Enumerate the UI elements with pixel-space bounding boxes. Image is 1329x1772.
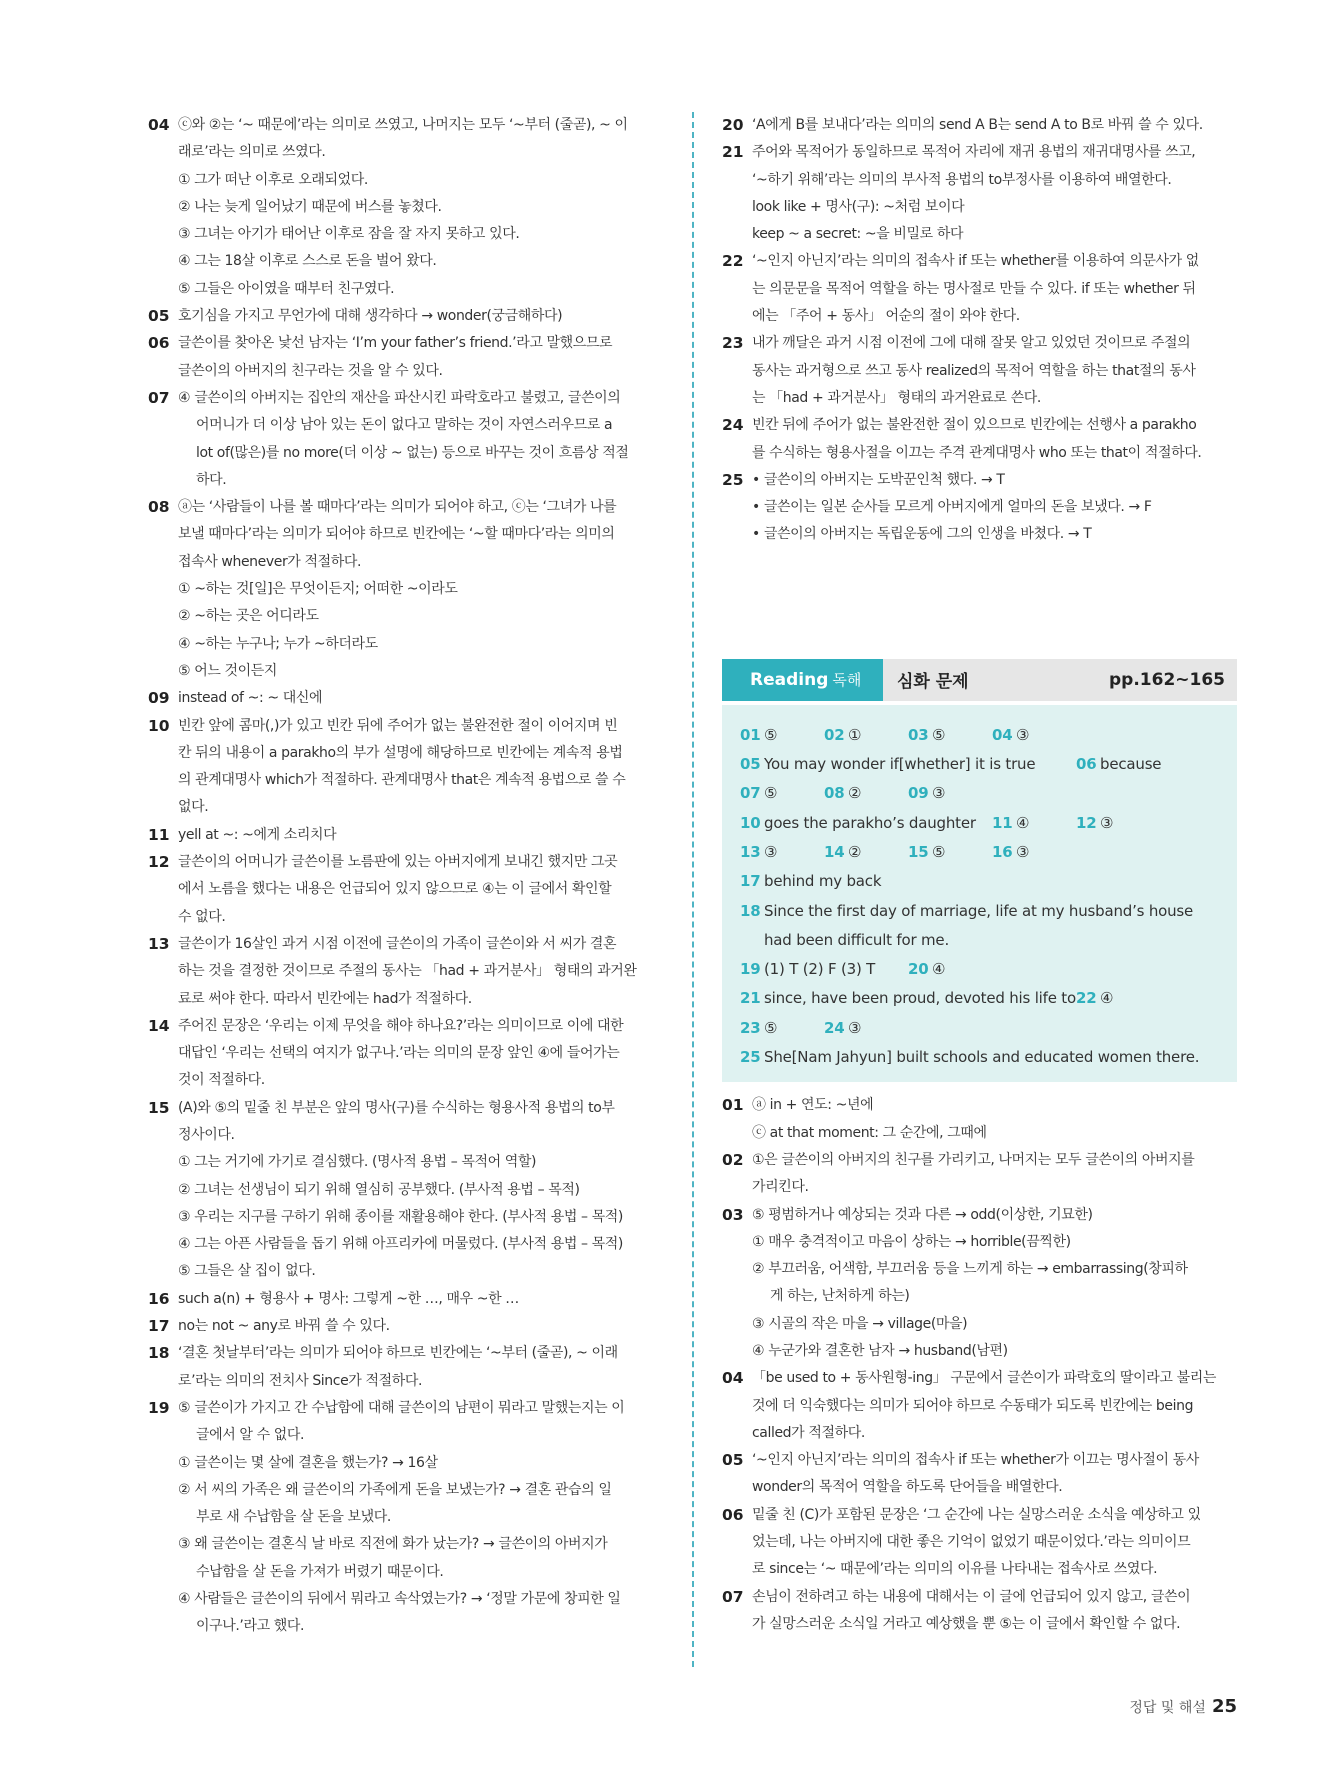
answer-number: 04 — [992, 725, 1013, 744]
answer-number: 02 — [824, 725, 845, 744]
answer-number: 08 — [824, 784, 845, 803]
answer-value: ⑤ — [932, 842, 946, 861]
explanation-line: 보낼 때마다’라는 의미가 되어야 하므로 빈칸에는 ‘~할 때마다’라는 의미의 — [178, 526, 615, 543]
item-number: 16 — [148, 1289, 170, 1308]
explanation-line: ③ 시골의 작은 마을 → village(마을) — [752, 1315, 968, 1332]
explanation-line: 의 관계대명사 which가 적절하다. 관계대명사 that은 계속적 용법으로 쓸 수 — [178, 772, 626, 789]
explanation-line: ② 서 씨의 가족은 왜 글쓴이의 가족에게 돈을 보냈는가? → 결혼 관습의 일 — [178, 1481, 612, 1498]
explanation-line: 에서 노름을 했다는 내용은 언급되어 있지 않으므로 ④는 이 글에서 확인할 — [178, 881, 612, 898]
explanation-line: 수 없다. — [178, 908, 226, 925]
explanation-line: 부로 새 수납함을 살 돈을 보냈다. — [196, 1509, 391, 1526]
item-number: 05 — [148, 307, 170, 326]
left-column — [148, 112, 663, 1641]
answer-value: Since the first day of marriage, life at my husband’s house — [764, 901, 1194, 920]
answer-number: 07 — [740, 784, 761, 803]
explanation-line: ① 매우 충격적이고 마음이 상하는 → horrible(끔찍한) — [752, 1233, 1071, 1250]
explanation-line: ⑤ 그들은 아이였을 때부터 친구였다. — [178, 280, 395, 297]
explanation-item — [722, 1365, 1237, 1447]
explanation-line: ④ 글쓴이의 아버지는 집안의 재산을 파산시킨 파락호라고 불렸고, 글쓴이의 — [178, 389, 621, 406]
explanation-line: • 글쓴이는 일본 순사들 모르게 아버지에게 얼마의 돈을 보냈다. → F — [752, 499, 1152, 516]
explanation-item — [722, 412, 1237, 467]
explanation-line: 글에서 알 수 없다. — [196, 1427, 305, 1444]
explanation-line: 정사이다. — [178, 1126, 235, 1143]
answer-number: 05 — [740, 755, 761, 774]
footer-label: 정답 및 해설 — [1129, 1700, 1206, 1716]
explanation-line: ① 그는 거기에 가기로 결심했다. (명사적 용법 – 목적어 역할) — [178, 1154, 537, 1171]
item-number: 18 — [148, 1344, 170, 1363]
explanation-line: such a(n) + 형용사 + 명사: 그렇게 ~한 …, 매우 ~한 … — [178, 1290, 519, 1307]
explanation-line: 에는 「주어 + 동사」 어순의 절이 와야 한다. — [752, 308, 1020, 325]
reading-tab-sub: 독해 — [832, 671, 862, 690]
explanation-line: ③ 그녀는 아기가 태어난 이후로 잠을 잘 자지 못하고 있다. — [178, 226, 520, 243]
answer-row — [740, 1043, 1227, 1072]
explanation-line: 는 의문문을 목적어 역할을 하는 명사절로 만들 수 있다. if 또는 whether 뒤 — [752, 280, 1196, 297]
explanation-line: 동사는 과거형으로 쓰고 동사 realized의 목적어 역할을 하는 that절의 동사 — [752, 362, 1196, 379]
explanation-line: 가 실망스러운 소식일 거라고 예상했을 뿐 ⑤는 이 글에서 확인할 수 없다. — [752, 1615, 1181, 1632]
item-number: 22 — [722, 252, 744, 271]
answer-value: ③ — [764, 842, 778, 861]
page-footer — [1129, 1696, 1237, 1717]
answer-row — [740, 1014, 1227, 1043]
explanation-line: 글쓴이의 아버지의 친구라는 것을 알 수 있다. — [178, 362, 443, 379]
explanation-line: ① ~하는 것[일]은 무엇이든지; 어떠한 ~이라도 — [178, 581, 458, 598]
answer-value: ④ — [1100, 989, 1114, 1008]
answer-value: had been difficult for me. — [764, 930, 950, 949]
answer-value: ⑤ — [764, 1018, 778, 1037]
explanation-item — [148, 713, 663, 822]
answer-row — [740, 721, 1227, 750]
answer-value: since, have been proud, devoted his life to — [764, 989, 1076, 1008]
answer-row — [740, 926, 1227, 955]
answer-value: because — [1100, 755, 1162, 774]
explanation-line: 게 하는, 난처하게 하는) — [770, 1288, 910, 1305]
answer-number: 21 — [740, 989, 761, 1008]
explanation-item — [148, 1286, 663, 1313]
explanation-line: 로 since는 ‘~ 때문에’라는 의미의 이유를 나타내는 접속사로 쓰였다. — [752, 1561, 1158, 1578]
explanation-line: 글쓴이를 찾아온 낯선 남자는 ‘I’m your father’s friend.’라고 말했으므로 — [178, 335, 613, 352]
reading-tab — [722, 659, 883, 701]
explanation-line: ② 그녀는 선생님이 되기 위해 열심히 공부했다. (부사적 용법 – 목적) — [178, 1181, 580, 1198]
item-number: 19 — [148, 1398, 170, 1417]
explanation-line: ‘A에게 B를 보내다’라는 의미의 send A B는 send A to B로 바꿔 쓸 수 있다. — [752, 117, 1203, 133]
answer-value: ⑤ — [764, 725, 778, 744]
answer-number: 17 — [740, 872, 761, 891]
explanation-item — [148, 303, 663, 330]
explanation-line: ③ 우리는 지구를 구하기 위해 종이를 재활용해야 한다. (부사적 용법 – 목적) — [178, 1208, 623, 1225]
right-top-explanations — [722, 112, 1237, 549]
column-divider — [692, 112, 694, 1667]
explanation-line: 없다. — [178, 799, 209, 816]
item-number: 20 — [722, 116, 744, 134]
answer-value: ① — [848, 725, 862, 744]
answer-row — [740, 984, 1227, 1013]
item-number: 23 — [722, 334, 744, 353]
answer-value: ④ — [1016, 813, 1030, 832]
answer-row — [740, 867, 1227, 896]
item-number: 24 — [722, 416, 744, 435]
answer-number: 25 — [740, 1048, 761, 1067]
item-number: 04 — [148, 116, 170, 134]
explanation-line: ① 그가 떠난 이후로 오래되었다. — [178, 171, 368, 188]
item-number: 12 — [148, 853, 170, 872]
explanation-line: 것에 더 익숙했다는 의미가 되어야 하므로 수동태가 되도록 빈칸에는 being — [752, 1397, 1194, 1414]
answer-value: goes the parakho’s daughter — [764, 813, 976, 832]
explanation-line: 는 「had + 과거분사」 형태의 과거완료로 쓴다. — [752, 389, 1041, 406]
explanation-line: ⓒ와 ②는 ‘~ 때문에’라는 의미로 쓰였고, 나머지는 모두 ‘~부터 (줄곧), ~ 이 — [178, 117, 628, 133]
answer-row — [740, 809, 1227, 838]
explanation-line: 빈칸 뒤에 주어가 없는 불완전한 절이 있으므로 빈칸에는 선행사 a parakho — [752, 417, 1197, 434]
explanation-line: 내가 깨달은 과거 시점 이전에 그에 대해 잘못 알고 있었던 것이므로 주절의 — [752, 335, 1191, 352]
answer-number: 14 — [824, 842, 845, 861]
item-number: 02 — [722, 1150, 744, 1169]
explanation-line: ③ 왜 글쓴이는 결혼식 날 바로 직전에 화가 났는가? → 글쓴이의 아버지가 — [178, 1536, 608, 1553]
explanation-line: 하다. — [196, 471, 227, 488]
explanation-line: called가 적절하다. — [752, 1424, 865, 1441]
answer-value: You may wonder if[whether] it is true — [764, 755, 1036, 774]
explanation-line: 호기심을 가지고 무언가에 대해 생각하다 → wonder(궁금해하다) — [178, 308, 563, 325]
item-number: 04 — [722, 1369, 744, 1388]
explanation-line: 이구나.’라고 했다. — [196, 1618, 305, 1635]
answer-number: 18 — [740, 901, 761, 920]
answer-number: 03 — [908, 725, 929, 744]
item-number: 05 — [722, 1451, 744, 1470]
explanation-line: ① 글쓴이는 몇 살에 결혼을 했는가? → 16살 — [178, 1454, 438, 1471]
item-number: 21 — [722, 143, 744, 162]
explanation-line: ⓐ는 ‘사람들이 나를 볼 때마다’라는 의미가 되어야 하고, ⓒ는 ‘그녀가 나를 — [178, 499, 617, 516]
explanation-item — [722, 1147, 1237, 1202]
answer-number: 19 — [740, 960, 761, 979]
answer-row — [740, 955, 1227, 984]
explanation-line: look like + 명사(구): ~처럼 보이다 — [752, 198, 965, 215]
explanation-item — [148, 1095, 663, 1286]
item-number: 09 — [148, 689, 170, 708]
explanation-line: 손님이 전하려고 하는 내용에 대해서는 이 글에 언급되어 있지 않고, 글쓴이 — [752, 1588, 1191, 1605]
item-number: 13 — [148, 934, 170, 953]
right-column — [722, 112, 1237, 1638]
explanation-line: ④ ~하는 누구나; 누가 ~하더라도 — [178, 635, 378, 652]
explanation-line: 로’라는 의미의 전치사 Since가 적절하다. — [178, 1372, 422, 1389]
explanation-line: • 글쓴이의 아버지는 독립운동에 그의 인생을 바쳤다. → T — [752, 526, 1092, 543]
answer-value: ⑤ — [764, 784, 778, 803]
explanation-line: keep ~ a secret: ~을 비밀로 하다 — [752, 226, 964, 243]
explanation-line: ‘~인지 아닌지’라는 의미의 접속사 if 또는 whether가 이끄는 명사절이 동사 — [752, 1452, 1199, 1469]
answer-value: (1) T (2) F (3) T — [764, 960, 876, 979]
explanation-line: 것이 적절하다. — [178, 1072, 265, 1089]
explanation-line: 었는데, 나는 아버지에 대한 좋은 기억이 없었기 때문이었다.’라는 의미이므 — [752, 1534, 1191, 1551]
explanation-item — [148, 385, 663, 494]
explanation-line: ② 나는 늦게 일어났기 때문에 버스를 놓쳤다. — [178, 198, 442, 215]
explanation-item — [722, 1584, 1237, 1639]
item-number: 06 — [722, 1505, 744, 1524]
answer-number: 10 — [740, 813, 761, 832]
item-number: 15 — [148, 1098, 170, 1117]
explanation-line: instead of ~: ~ 대신에 — [178, 690, 323, 707]
answer-key-box — [722, 705, 1237, 1083]
answer-number: 20 — [908, 960, 929, 979]
explanation-item — [148, 1395, 663, 1641]
explanation-line: 가리킨다. — [752, 1179, 809, 1196]
explanation-line: ⓒ at that moment: 그 순간에, 그때에 — [752, 1124, 987, 1141]
section-title: 심화 문제 — [897, 672, 969, 693]
answer-value: ③ — [1100, 813, 1114, 832]
explanation-item — [722, 1092, 1237, 1147]
explanation-line: 주어와 목적어가 동일하므로 목적어 자리에 재귀 용법의 재귀대명사를 쓰고, — [752, 144, 1196, 161]
answer-number: 11 — [992, 813, 1013, 832]
explanation-line: 빈칸 앞에 콤마(,)가 있고 빈칸 뒤에 주어가 없는 불완전한 절이 이어지며 빈 — [178, 717, 618, 734]
explanation-line: ⑤ 평범하거나 예상되는 것과 다른 → odd(이상한, 기묘한) — [752, 1206, 1093, 1223]
item-number: 17 — [148, 1317, 170, 1336]
answer-value: ③ — [932, 784, 946, 803]
item-number: 07 — [148, 388, 170, 407]
explanation-line: ‘결혼 첫날부터’라는 의미가 되어야 하므로 빈칸에는 ‘~부터 (줄곧), ~ 이래 — [178, 1345, 618, 1362]
explanation-item — [722, 1502, 1237, 1584]
answer-row — [740, 838, 1227, 867]
answer-value: ② — [848, 842, 862, 861]
explanation-line: 료로 써야 한다. 따라서 빈칸에는 had가 적절하다. — [178, 990, 472, 1007]
explanation-item — [722, 139, 1237, 248]
answer-number: 16 — [992, 842, 1013, 861]
answer-number: 13 — [740, 842, 761, 861]
answer-number: 22 — [1076, 989, 1097, 1008]
answer-row — [740, 750, 1227, 779]
explanation-line: 접속사 whenever가 적절하다. — [178, 553, 362, 570]
page-range: pp.162~165 — [1108, 669, 1225, 690]
explanation-line: (A)와 ⑤의 밑줄 친 부분은 앞의 명사(구)를 수식하는 형용사적 용법의 to부 — [178, 1099, 615, 1116]
item-number: 06 — [148, 334, 170, 353]
explanation-line: ⑤ 어느 것이든지 — [178, 662, 277, 679]
explanation-line: wonder의 목적어 역할을 하도록 단어들을 배열한다. — [752, 1479, 1063, 1496]
answer-value: ③ — [848, 1018, 862, 1037]
explanation-item — [148, 1013, 663, 1095]
reading-tab-label: Reading — [750, 669, 829, 690]
reading-title-bar — [883, 659, 1237, 701]
explanation-line: ② ~하는 곳은 어디라도 — [178, 608, 319, 625]
explanation-line: ② 부끄러움, 어색함, 부끄러움 등을 느끼게 하는 → embarrassing(창피하 — [752, 1261, 1188, 1278]
item-number: 25 — [722, 470, 744, 489]
explanation-item — [148, 494, 663, 685]
explanation-item — [722, 330, 1237, 412]
answer-row — [740, 779, 1227, 808]
item-number: 01 — [722, 1096, 744, 1115]
reading-section-header — [722, 659, 1237, 701]
explanation-line: 수납함을 살 돈을 가져가 버렸기 때문이다. — [196, 1563, 444, 1580]
explanation-line: • 글쓴이의 아버지는 도박꾼인척 했다. → T — [752, 471, 1005, 488]
explanation-line: 칸 뒤의 내용이 a parakho의 부가 설명에 해당하므로 빈칸에는 계속적 용법 — [178, 744, 623, 761]
explanation-item — [148, 849, 663, 931]
explanation-item — [148, 330, 663, 385]
explanation-item — [722, 112, 1237, 139]
answer-value: ④ — [932, 960, 946, 979]
explanation-line: no는 not ~ any로 바꿔 쓸 수 있다. — [178, 1318, 390, 1335]
explanation-line: ④ 그는 18살 이후로 스스로 돈을 벌어 왔다. — [178, 253, 437, 270]
explanation-item — [722, 1447, 1237, 1502]
explanation-item — [148, 1340, 663, 1395]
explanation-line: ④ 누군가와 결혼한 남자 → husband(남편) — [752, 1342, 1008, 1359]
explanation-line: 「be used to + 동사원형-ing」 구문에서 글쓴이가 파락호의 딸이라고 불리는 — [752, 1370, 1216, 1387]
item-number: 14 — [148, 1016, 170, 1035]
explanation-line: 를 수식하는 형용사절을 이끄는 주격 관계대명사 who 또는 that이 적절하다. — [752, 444, 1202, 461]
answer-number: 06 — [1076, 755, 1097, 774]
answer-number: 12 — [1076, 813, 1097, 832]
item-number: 03 — [722, 1205, 744, 1224]
explanation-line: yell at ~: ~에게 소리치다 — [178, 826, 337, 843]
page-number: 25 — [1211, 1696, 1237, 1717]
explanation-line: 래로’라는 의미로 쓰였다. — [178, 144, 326, 161]
explanation-line: 하는 것을 결정한 것이므로 주절의 동사는 「had + 과거분사」 형태의 과거완 — [178, 963, 637, 980]
explanation-line: ‘~하기 위해’라는 의미의 부사적 용법의 to부정사를 이용하여 배열한다. — [752, 171, 1172, 188]
explanation-line: lot of(많은)를 no more(더 이상 ~ 없는) 등으로 바꾸는 것이 흐름상 적절 — [196, 444, 629, 461]
explanation-item — [722, 248, 1237, 330]
answer-number: 09 — [908, 784, 929, 803]
explanation-line: 어머니가 더 이상 남아 있는 돈이 없다고 말하는 것이 자연스러우므로 a — [196, 417, 613, 434]
item-number: 10 — [148, 716, 170, 735]
explanation-item — [148, 685, 663, 712]
answer-value: ⑤ — [932, 725, 946, 744]
answer-value: behind my back — [764, 872, 882, 891]
answer-value: ② — [848, 784, 862, 803]
answer-number: 24 — [824, 1018, 845, 1037]
explanation-line: ⑤ 글쓴이가 가지고 간 수납함에 대해 글쓴이의 남편이 뭐라고 말했는지는 이 — [178, 1399, 625, 1416]
explanation-line: ⑤ 그들은 살 집이 없다. — [178, 1263, 316, 1280]
right-bottom-explanations — [722, 1092, 1237, 1638]
item-number: 07 — [722, 1587, 744, 1606]
explanation-line: ④ 사람들은 글쓴이의 뒤에서 뭐라고 속삭였는가? → ‘정말 가문에 창피한 일 — [178, 1591, 621, 1608]
explanation-item — [148, 822, 663, 849]
answer-value: She[Nam Jahyun] built schools and educated women there. — [764, 1048, 1200, 1067]
item-number: 11 — [148, 825, 170, 844]
explanation-line: ‘~인지 아닌지’라는 의미의 접속사 if 또는 whether를 이용하여 의문사가 없 — [752, 253, 1199, 270]
explanation-item — [148, 1313, 663, 1340]
answer-number: 15 — [908, 842, 929, 861]
explanation-item — [148, 112, 663, 303]
explanation-line: 대답인 ‘우리는 선택의 여지가 없구나.’라는 의미의 문장 앞인 ④에 들어가는 — [178, 1045, 620, 1062]
explanation-line: 글쓴이가 16살인 과거 시점 이전에 글쓴이의 가족이 글쓴이와 서 씨가 결혼 — [178, 935, 617, 952]
answer-number: 01 — [740, 725, 761, 744]
answer-value: ③ — [1016, 842, 1030, 861]
answer-number: 23 — [740, 1018, 761, 1037]
answer-row — [740, 897, 1227, 926]
explanation-line: ①은 글쓴이의 아버지의 친구를 가리키고, 나머지는 모두 글쓴이의 아버지를 — [752, 1151, 1195, 1168]
explanation-item — [148, 931, 663, 1013]
explanation-line: 밑줄 친 (C)가 포함된 문장은 ‘그 순간에 나는 실망스러운 소식을 예상하고 있 — [752, 1506, 1201, 1523]
item-number: 08 — [148, 498, 170, 517]
explanation-line: ⓐ in + 연도: ~년에 — [752, 1097, 874, 1114]
answer-value: ③ — [1016, 725, 1030, 744]
explanation-line: ④ 그는 아픈 사람들을 돕기 위해 아프리카에 머물렀다. (부사적 용법 – 목적) — [178, 1236, 623, 1253]
explanation-item — [722, 1202, 1237, 1366]
explanation-line: 주어진 문장은 ‘우리는 이제 무엇을 해야 하나요?’라는 의미이므로 이에 대한 — [178, 1017, 624, 1034]
explanation-item — [722, 467, 1237, 549]
explanation-line: 글쓴이의 어머니가 글쓴이를 노름판에 있는 아버지에게 보내긴 했지만 그곳 — [178, 854, 618, 871]
